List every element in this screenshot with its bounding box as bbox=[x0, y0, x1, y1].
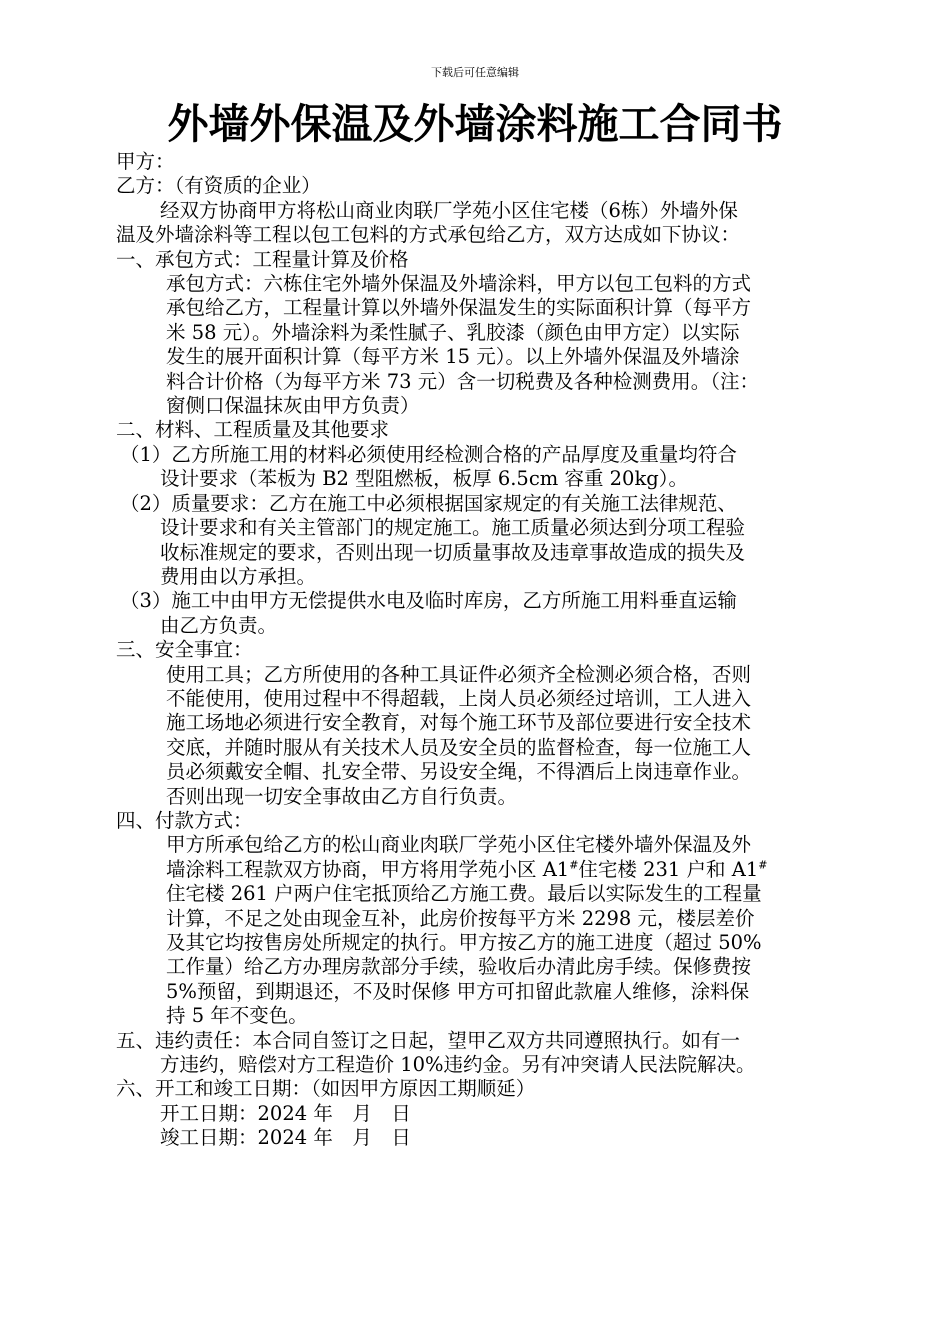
intro-line: 经双方协商甲方将松山商业肉联厂学苑小区住宅楼（6栋）外墙外保 bbox=[160, 198, 738, 222]
intro-line: 温及外墙涂料等工程以包工包料的方式承包给乙方，双方达成如下协议： bbox=[116, 223, 741, 247]
paragraph-line: 不能使用，使用过程中不得超载，上岗人员必须经过培训，工人进入 bbox=[166, 686, 752, 710]
paragraph-line: 住宅楼 261 户两户住宅抵顶给乙方施工费。最后以实际发生的工程量 bbox=[166, 882, 762, 906]
paragraph-line: 施工场地必须进行安全教育，对每个施工环节及部位要进行安全技术 bbox=[166, 711, 752, 735]
paragraph-line: 承包给乙方，工程量计算以外墙外保温发生的实际面积计算（每平方 bbox=[166, 296, 752, 320]
paragraph-line: 料合计价格（为每平方米 73 元）含一切税费及各种检测费用。（注： bbox=[166, 369, 759, 393]
start-date-line: 开工日期：2024 年 月 日 bbox=[160, 1101, 411, 1125]
superscript-mark: # bbox=[569, 858, 579, 872]
header-note: 下载后可任意编辑 bbox=[431, 66, 519, 79]
list-item-line: （3）施工中由甲方无偿提供水电及临时库房，乙方所施工用料垂直运输 bbox=[120, 589, 737, 613]
paragraph-line: 甲方所承包给乙方的松山商业肉联厂学苑小区住宅楼外墙外保温及外 bbox=[166, 833, 752, 857]
list-item-line: 设计要求和有关主管部门的规定施工。施工质量必须达到分项工程验 bbox=[160, 516, 746, 540]
line-segment: 墙涂料工程款双方协商，甲方将用学苑小区 A1 bbox=[166, 857, 570, 881]
paragraph-line: 窗侧口保温抹灰由甲方负责） bbox=[166, 394, 420, 418]
paragraph-line: 承包方式：六栋住宅外墙外保温及外墙涂料，甲方以包工包料的方式 bbox=[166, 272, 752, 296]
paragraph-line: 方违约，赔偿对方工程造价 10%违约金。另有冲突请人民法院解决。 bbox=[160, 1053, 756, 1077]
paragraph-line: 否则出现一切安全事故由乙方自行负责。 bbox=[166, 784, 518, 808]
paragraph-line bbox=[116, 858, 842, 882]
list-item-line: 费用由以方承担。 bbox=[160, 564, 317, 588]
document-body bbox=[116, 150, 842, 1151]
paragraph-line: 持 5 年不变色。 bbox=[166, 1004, 308, 1028]
section-heading: 三、安全事宜： bbox=[116, 638, 253, 662]
section-heading: 五、违约责任：本合同自签订之日起，望甲乙双方共同遵照执行。如有一 bbox=[116, 1028, 741, 1052]
list-item-line: 设计要求（苯板为 B2 型阻燃板，板厚 6.5cm 容重 20kg）。 bbox=[160, 467, 689, 491]
paragraph-line: 计算，不足之处由现金互补，此房价按每平方米 2298 元，楼层差价 bbox=[166, 906, 755, 930]
list-item-line: 由乙方负责。 bbox=[160, 613, 278, 637]
paragraph-line: 工作量）给乙方办理房款部分手续，验收后办清此房手续。保修费按 bbox=[166, 955, 752, 979]
completion-date-line: 竣工日期：2024 年 月 日 bbox=[160, 1126, 411, 1150]
list-item-line: （1）乙方所施工用的材料必须使用经检测合格的产品厚度及重量均符合 bbox=[120, 442, 737, 466]
paragraph-line: 5%预留，到期退还，不及时保修 甲方可扣留此款雇人维修，涂料保 bbox=[166, 979, 750, 1003]
party-a-line: 甲方： bbox=[116, 150, 175, 173]
paragraph-line: 米 58 元）。外墙涂料为柔性腻子、乳胶漆（颜色由甲方定）以实际 bbox=[166, 320, 740, 344]
paragraph-line: 使用工具；乙方所使用的各种工具证件必须齐全检测必须合格，否则 bbox=[166, 662, 752, 686]
section-heading: 一、承包方式：工程量计算及价格 bbox=[116, 247, 409, 271]
party-b-line: 乙方：（有资质的企业） bbox=[116, 174, 321, 198]
line-segment: 住宅楼 231 户和 A1 bbox=[578, 857, 759, 881]
list-item-line: 收标准规定的要求，否则出现一切质量事故及违章事故造成的损失及 bbox=[160, 540, 746, 564]
list-item-line: （2）质量要求：乙方在施工中必须根据国家规定的有关施工法律规范、 bbox=[120, 491, 737, 515]
section-heading: 二、材料、工程质量及其他要求 bbox=[116, 418, 390, 442]
paragraph-line: 员必须戴安全帽、扎安全带、另设安全绳，不得酒后上岗违章作业。 bbox=[166, 760, 752, 784]
section-heading: 四、付款方式： bbox=[116, 808, 253, 832]
section-heading: 六、开工和竣工日期：（如因甲方原因工期顺延） bbox=[116, 1077, 536, 1101]
document-title: 外墙外保温及外墙涂料施工合同书 bbox=[167, 100, 783, 148]
superscript-mark: # bbox=[758, 858, 768, 872]
paragraph-line: 交底，并随时服从有关技术人员及安全员的监督检查，每一位施工人 bbox=[166, 735, 752, 759]
paragraph-line: 发生的展开面积计算（每平方米 15 元）。以上外墙外保温及外墙涂 bbox=[166, 345, 740, 369]
paragraph-line: 及其它均按售房处所规定的执行。甲方按乙方的施工进度（超过 50% bbox=[166, 931, 762, 954]
